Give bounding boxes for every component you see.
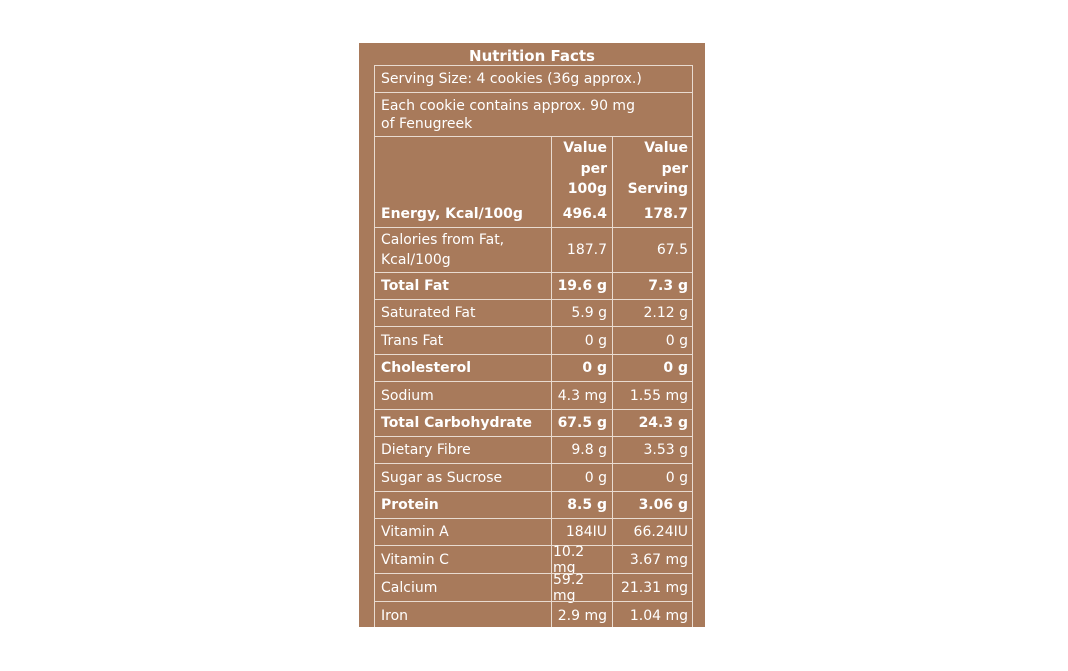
nutrient-row [375,272,692,299]
nutrient-value-per-serving: 3.67 mg [629,551,688,568]
header-per-100g-text: Value per 100g [563,140,607,198]
nutrient-value-per-100g: 8.5 g [553,492,613,518]
nutrient-value-per-serving: 0 g [665,469,688,486]
nutrient-row [375,409,692,436]
nutrient-value-per-100g: 2.9 mg [553,602,613,627]
nutrient-value-per-serving: 3.53 g [643,442,688,458]
nutrient-value-per-serving: 24.3 g [638,415,688,431]
nutrient-value-per-serving: 2.12 g [643,305,688,321]
nutrient-label: Vitamin A [375,519,552,545]
nutrient-value-per-serving: 66.24IU [633,524,688,540]
nutrient-label: Protein [375,492,552,518]
nutrient-label: Calcium [375,574,552,601]
nutrient-value-per-serving: 1.04 mg [629,608,688,624]
truncated-footnote [374,623,697,627]
nutrient-row [375,299,692,326]
serving-size-text: Serving Size: 4 cookies (36g approx.) [381,71,642,87]
nutrient-label: Trans Fat [375,327,552,354]
nutrition-title: Nutrition Facts [469,47,595,65]
nutrient-value-per-serving: 21.31 mg [620,579,688,596]
nutrient-value-per-100g: 184IU [553,519,613,545]
nutrient-value-per-100g: 5.9 g [553,300,613,326]
header-label-cell [375,137,552,201]
nutrient-label: Total Carbohydrate [375,410,552,436]
nutrient-value-per-100g: 4.3 mg [553,382,613,409]
nutrient-row [375,436,692,463]
nutrient-label: Saturated Fat [375,300,552,326]
nutrient-row [375,201,692,227]
fenugreek-note-text: Each cookie contains approx. 90 mg of Fenugreek [381,98,635,132]
nutrient-value-per-100g: 10.2 mg [553,546,613,573]
nutrient-row [375,354,692,381]
nutrition-facts-panel [359,43,705,627]
nutrient-row [375,543,692,576]
nutrient-label: Vitamin C [375,546,552,573]
nutrient-value-per-serving: 178.7 [643,206,688,222]
nutrient-label: Calories from Fat, Kcal/100g [375,228,552,272]
nutrient-label: Cholesterol [375,355,552,381]
nutrient-value-per-100g: 496.4 [553,201,613,227]
nutrient-row [375,518,692,545]
nutrient-row [375,326,692,354]
nutrient-value-per-serving: 7.3 g [648,278,688,294]
header-per-serving [614,137,692,201]
nutrient-value-per-100g: 67.5 g [553,410,613,436]
nutrient-row [375,463,692,491]
header-per-100g [553,137,613,201]
nutrient-label: Total Fat [375,273,552,299]
nutrient-row [375,227,692,272]
nutrient-value-per-serving: 0 g [663,360,688,376]
fenugreek-note-row [375,92,692,136]
nutrient-value-per-100g: 0 g [553,464,613,491]
nutrient-value-per-100g: 59.2 mg [553,574,613,601]
nutrient-row [375,491,692,518]
nutrient-label: Sugar as Sucrose [375,464,552,491]
nutrient-label: Sodium [375,382,552,409]
nutrient-row [375,571,692,604]
nutrient-value-per-100g: 187.7 [553,228,613,272]
nutrient-label: Iron [375,602,552,627]
nutrient-value-per-serving: 0 g [665,332,688,349]
header-per-serving-text: Value per Serving [627,140,688,198]
nutrient-value-per-100g: 0 g [553,355,613,381]
nutrition-table [374,65,693,627]
nutrient-value-per-100g: 9.8 g [553,437,613,463]
nutrient-value-per-100g: 0 g [553,327,613,354]
serving-size-row [375,66,692,92]
nutrient-row [375,381,692,409]
nutrient-value-per-100g: 19.6 g [553,273,613,299]
nutrient-label: Dietary Fibre [375,437,552,463]
column-header-row [375,136,692,201]
nutrient-value-per-serving: 3.06 g [638,497,688,513]
nutrient-value-per-serving: 67.5 [656,242,688,258]
nutrient-value-per-serving: 1.55 mg [629,387,688,404]
nutrient-label: Energy, Kcal/100g [375,201,552,227]
